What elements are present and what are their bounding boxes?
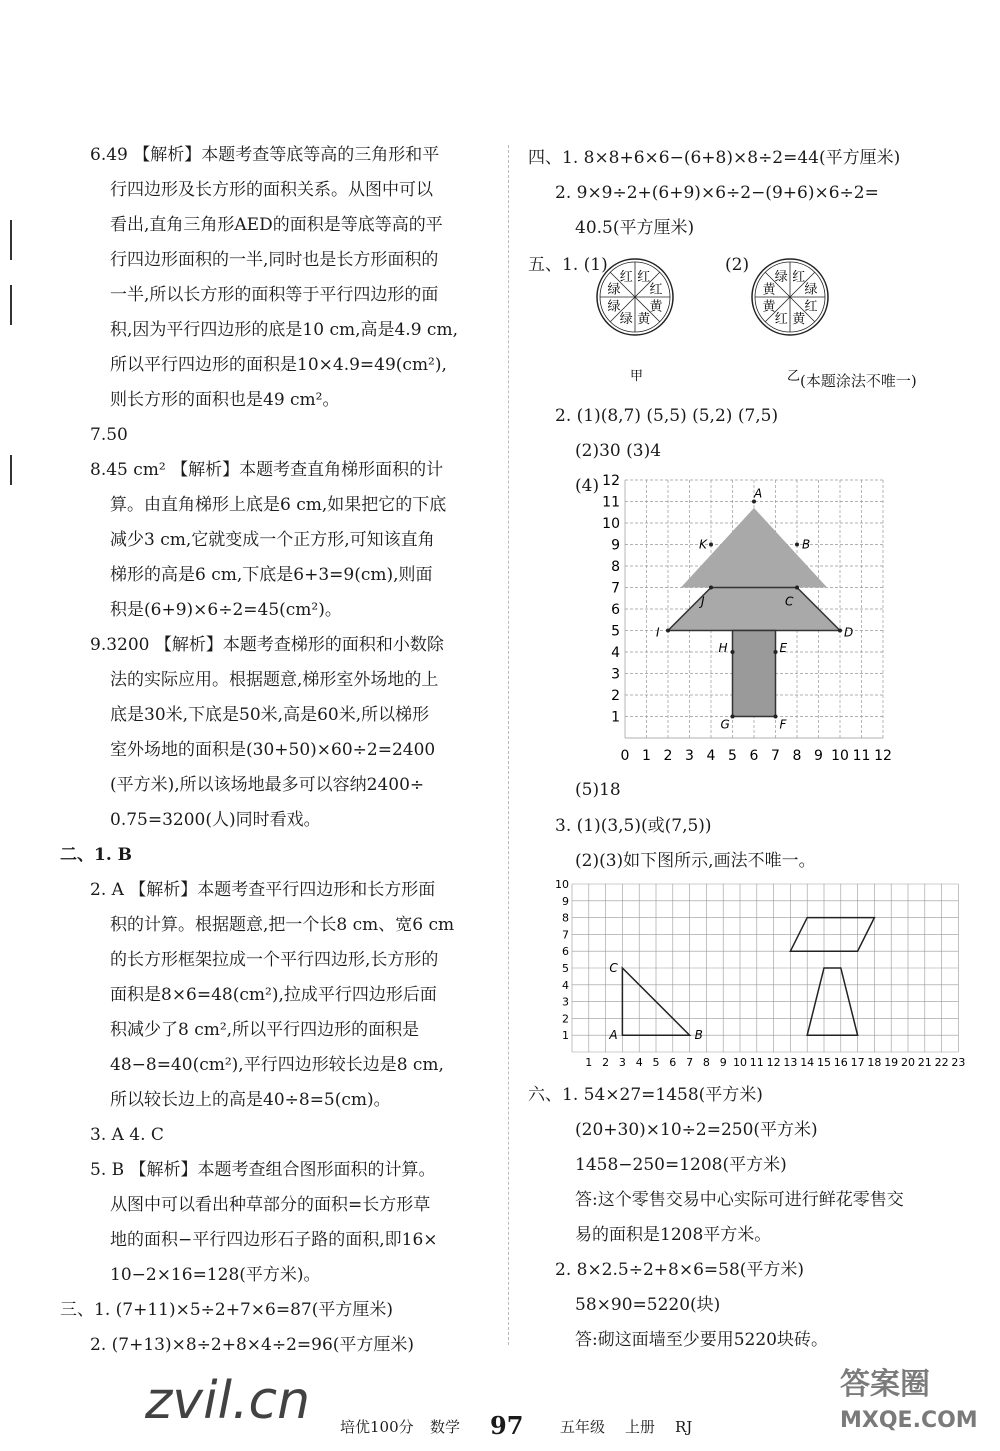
s2-q1: 二、1. B — [60, 845, 133, 865]
q9-line: (平方米),所以该场地最多可以容纳2400÷ — [110, 775, 425, 795]
footer-edition: RJ — [675, 1418, 693, 1436]
wheel-sector-label: 绿 — [774, 269, 788, 285]
s5-q2-a: 2. (1)(8,7) (5,5) (5,2) (7,5) — [555, 406, 779, 426]
s3-q2: 2. (7+13)×8÷2+8×4÷2=96(平方厘米) — [90, 1335, 415, 1355]
x-tick-label: 7 — [686, 1056, 694, 1069]
point-label: B — [694, 1028, 703, 1043]
q9-line: 9.3200 【解析】本题考查梯形的面积和小数除 — [90, 635, 444, 655]
point-label: B — [802, 537, 811, 552]
x-tick-label: 11 — [852, 748, 871, 764]
wheel-sector-label: 绿 — [619, 312, 633, 328]
s5-q1-b: (2) — [725, 255, 750, 275]
wheel-yi — [752, 259, 828, 335]
footer-brand: 培优100分 — [340, 1418, 414, 1436]
x-tick-label: 10 — [733, 1056, 747, 1069]
s2-q5-line: 5. B 【解析】本题考查组合图形面积的计算。 — [90, 1160, 436, 1180]
q6-line: 看出,直角三角形AED的面积是等底等高的平 — [110, 215, 443, 235]
x-tick-label: 13 — [783, 1056, 798, 1069]
q8-line: 8.45 cm² 【解析】本题考查直角梯形面积的计 — [90, 460, 444, 480]
q7-answer: 7.50 — [90, 425, 128, 445]
x-tick-label: 8 — [702, 1056, 710, 1069]
s2-q5-line: 10−2×16=128(平方米)。 — [110, 1265, 321, 1285]
wheel-sector-label: 绿 — [804, 282, 818, 298]
y-tick-label: 4 — [611, 645, 620, 661]
wheel-sector-label: 黄 — [637, 312, 651, 328]
note: (本题涂法不唯一) — [800, 372, 917, 390]
x-tick-label: 18 — [867, 1056, 882, 1069]
point-marker — [709, 543, 713, 547]
x-tick-label: 10 — [831, 748, 849, 764]
q9-line: 室外场地的面积是(30+50)×60÷2=2400 — [110, 740, 436, 760]
point-label: I — [656, 625, 660, 640]
x-tick-label: 5 — [728, 748, 737, 764]
shape-graph — [550, 878, 970, 1077]
tree-graph — [600, 470, 890, 770]
x-tick-label: 22 — [934, 1056, 949, 1069]
s2-q2-line: 48−8=40(cm²),平行四边形较长边是8 cm, — [110, 1055, 444, 1075]
y-tick-label: 8 — [611, 559, 620, 575]
q8-line: 算。由直角梯形上底是6 cm,如果把它的下底 — [110, 495, 447, 515]
x-tick-label: 3 — [685, 748, 694, 764]
s2-q5-line: 地的面积−平行四边形石子路的面积,即16× — [110, 1230, 438, 1250]
s2-q5-line: 从图中可以看出种草部分的面积=长方形草 — [110, 1195, 431, 1215]
y-tick-label: 6 — [611, 602, 620, 618]
y-tick-label: 10 — [555, 878, 569, 891]
x-tick-label: 21 — [917, 1056, 932, 1069]
y-tick-label: 3 — [562, 995, 569, 1009]
spinner-wheels — [595, 255, 835, 385]
q6-line: 行四边形面积的一半,同时也是长方形面积的 — [110, 250, 439, 270]
s2-q34: 3. A 4. C — [90, 1125, 164, 1145]
margin-mark — [10, 285, 12, 325]
point-marker — [731, 650, 735, 654]
y-tick-label: 9 — [562, 894, 569, 908]
wheel-sector-label: 红 — [804, 299, 818, 315]
x-tick-label: 11 — [749, 1056, 764, 1069]
point-label: E — [779, 641, 788, 655]
wheel-jia — [597, 259, 673, 335]
x-tick-label: 4 — [706, 748, 716, 764]
x-tick-label: 8 — [792, 748, 802, 764]
x-tick-label: 23 — [951, 1056, 966, 1069]
q9-line: 底是30米,下底是50米,高是60米,所以梯形 — [110, 705, 430, 725]
y-tick-label: 12 — [602, 473, 620, 489]
point-marker — [709, 586, 713, 590]
x-tick-label: 19 — [884, 1056, 899, 1069]
s4-q2-line: 40.5(平方厘米) — [575, 218, 695, 238]
point-marker — [731, 715, 735, 719]
wheel-sector-label: 红 — [637, 269, 651, 285]
x-tick-label: 20 — [901, 1056, 915, 1069]
wheel-sector-label: 红 — [792, 269, 806, 285]
wheel-sector-label: 绿 — [607, 282, 621, 298]
point-label: K — [699, 537, 707, 552]
s5-q2-e: (5)18 — [575, 780, 621, 800]
x-tick-label: 12 — [874, 748, 892, 764]
x-tick-label: 9 — [814, 748, 823, 764]
point-label: F — [779, 717, 787, 732]
x-tick-label: 14 — [800, 1056, 815, 1069]
y-tick-label: 7 — [611, 580, 620, 597]
s2-q2-line: 2. A 【解析】本题考查平行四边形和长方形面 — [90, 880, 436, 900]
wheel-sector-label: 红 — [649, 282, 663, 298]
q6-line: 则长方形的面积也是49 cm²。 — [110, 390, 340, 410]
point-label: C — [785, 594, 794, 609]
x-tick-label: 1 — [642, 748, 651, 764]
y-tick-label: 1 — [562, 1029, 569, 1043]
column-divider — [508, 145, 509, 1345]
s6-q1-line: 易的面积是1208平方米。 — [575, 1225, 772, 1245]
footer-grade: 五年级 — [560, 1418, 606, 1436]
s5-q3-a: 3. (1)(3,5)(或(7,5)) — [555, 816, 712, 836]
x-tick-label: 3 — [618, 1056, 626, 1069]
q6-line: 积,因为平行四边形的底是10 cm,高是4.9 cm, — [110, 320, 458, 340]
q8-line: 积是(6+9)×6÷2=45(cm²)。 — [110, 600, 342, 620]
s6-q1-line: 1458−250=1208(平方米) — [575, 1155, 787, 1175]
wheel-sector-label: 红 — [774, 312, 788, 328]
tree-trunk — [733, 631, 776, 717]
s5-q3-b: (2)(3)如下图所示,画法不唯一。 — [575, 851, 816, 871]
margin-mark — [10, 220, 12, 260]
s2-q2-line: 的长方形框架拉成一个平行四边形,长方形的 — [110, 950, 439, 970]
page-number: 97 — [490, 1411, 524, 1440]
point-marker — [838, 629, 842, 633]
point-marker — [774, 650, 778, 654]
point-label: D — [844, 625, 854, 640]
y-tick-label: 9 — [611, 537, 620, 554]
point-label: H — [718, 641, 728, 655]
s2-q2-line: 面积是8×6=48(cm²),拉成平行四边形后面 — [110, 985, 437, 1005]
s6-q2-line: 2. 8×2.5÷2+8×6=58(平方米) — [555, 1260, 805, 1280]
s6-q2-line: 答:砌这面墙至少要用5220块砖。 — [575, 1330, 828, 1350]
point-marker — [795, 543, 799, 547]
x-tick-label: 15 — [817, 1056, 831, 1069]
point-label: A — [754, 486, 763, 501]
s6-q1-line: 六、1. 54×27=1458(平方米) — [528, 1085, 763, 1105]
wheel-sector-label: 黄 — [792, 312, 806, 328]
x-tick-label: 9 — [719, 1056, 727, 1069]
point-label: G — [720, 717, 730, 732]
watermark-mxqe-cn: 答案圈 — [840, 1367, 930, 1402]
x-tick-label: 2 — [663, 748, 673, 764]
y-tick-label: 3 — [611, 666, 620, 683]
s4-q2-line: 2. 9×9÷2+(6+9)×6÷2−(9+6)×6÷2= — [555, 183, 879, 203]
y-tick-label: 10 — [602, 516, 620, 532]
wheel-sector-label: 红 — [619, 269, 633, 285]
s5-q2-b: (2)30 (3)4 — [575, 441, 662, 461]
y-tick-label: 5 — [562, 962, 569, 975]
s6-q1-line: 答:这个零售交易中心实际可进行鲜花零售交 — [575, 1190, 904, 1210]
y-tick-label: 7 — [562, 928, 569, 942]
wheel-label-yi: 乙 — [787, 369, 801, 384]
q6-line: 6.49 【解析】本题考查等底等高的三角形和平 — [90, 145, 440, 165]
x-tick-label: 6 — [669, 1056, 677, 1069]
watermark-zvil: zvil.cn — [145, 1371, 311, 1431]
margin-mark — [10, 455, 12, 485]
s6-q2-line: 58×90=5220(块) — [575, 1295, 721, 1315]
s2-q2-line: 所以较长边上的高是40÷8=5(cm)。 — [110, 1090, 391, 1110]
y-tick-label: 8 — [562, 911, 569, 925]
footer-subject: 数学 — [430, 1418, 461, 1436]
point-label: C — [609, 961, 618, 975]
x-tick-label: 7 — [771, 748, 780, 764]
x-tick-label: 12 — [766, 1056, 781, 1069]
q9-line: 法的实际应用。根据题意,梯形室外场地的上 — [110, 670, 439, 690]
wheel-sector-label: 黄 — [649, 299, 663, 315]
x-tick-label: 6 — [749, 748, 759, 764]
wheel-sector-label: 黄 — [762, 299, 776, 315]
watermark-mxqe: MXQE.COM — [840, 1408, 978, 1433]
y-tick-label: 2 — [611, 688, 620, 704]
y-tick-label: 4 — [562, 978, 569, 992]
q6-line: 所以平行四边形的面积是10×4.9=49(cm²), — [110, 355, 447, 375]
y-tick-label: 6 — [562, 945, 569, 959]
s6-q1-line: (20+30)×10÷2=250(平方米) — [575, 1120, 818, 1140]
s5-q1-a: 五、1. (1) — [528, 255, 608, 275]
point-label: A — [609, 1028, 618, 1043]
x-tick-label: 1 — [585, 1056, 593, 1069]
wheel-label-jia: 甲 — [630, 369, 644, 384]
footer-term: 上册 — [625, 1418, 656, 1436]
y-tick-label: 2 — [562, 1012, 569, 1026]
x-tick-label: 2 — [602, 1056, 610, 1069]
q6-line: 一半,所以长方形的面积等于平行四边形的面 — [110, 285, 439, 305]
s4-q1: 四、1. 8×8+6×6−(6+8)×8÷2=44(平方厘米) — [528, 148, 901, 168]
point-marker — [666, 629, 670, 633]
tree-trapezoid — [668, 588, 840, 631]
wheel-sector-label: 绿 — [607, 299, 621, 315]
s3-q1: 三、1. (7+11)×5÷2+7×6=87(平方厘米) — [60, 1300, 393, 1320]
q9-line: 0.75=3200(人)同时看戏。 — [110, 810, 321, 830]
point-label: J — [701, 594, 705, 609]
point-marker — [795, 586, 799, 590]
s2-q2-line: 积减少了8 cm²,所以平行四边形的面积是 — [110, 1020, 420, 1040]
y-tick-label: 1 — [611, 709, 620, 726]
y-tick-label: 11 — [602, 494, 620, 511]
x-tick-label: 16 — [833, 1056, 848, 1069]
q8-line: 减少3 cm,它就变成一个正方形,可知该直角 — [110, 530, 435, 550]
wheel-sector-label: 黄 — [762, 282, 776, 298]
q6-line: 行四边形及长方形的面积关系。从图中可以 — [110, 180, 433, 200]
s5-q2-c: (4) — [575, 476, 600, 496]
s2-q2-line: 积的计算。根据题意,把一个长8 cm、宽6 cm — [110, 915, 455, 935]
x-tick-label: 4 — [635, 1056, 643, 1069]
x-tick-label: 0 — [620, 748, 630, 764]
q8-line: 梯形的高是6 cm,下底是6+3=9(cm),则面 — [110, 565, 433, 585]
point-marker — [774, 715, 778, 719]
y-tick-label: 5 — [611, 623, 620, 640]
x-tick-label: 17 — [850, 1056, 865, 1069]
x-tick-label: 5 — [652, 1056, 660, 1069]
